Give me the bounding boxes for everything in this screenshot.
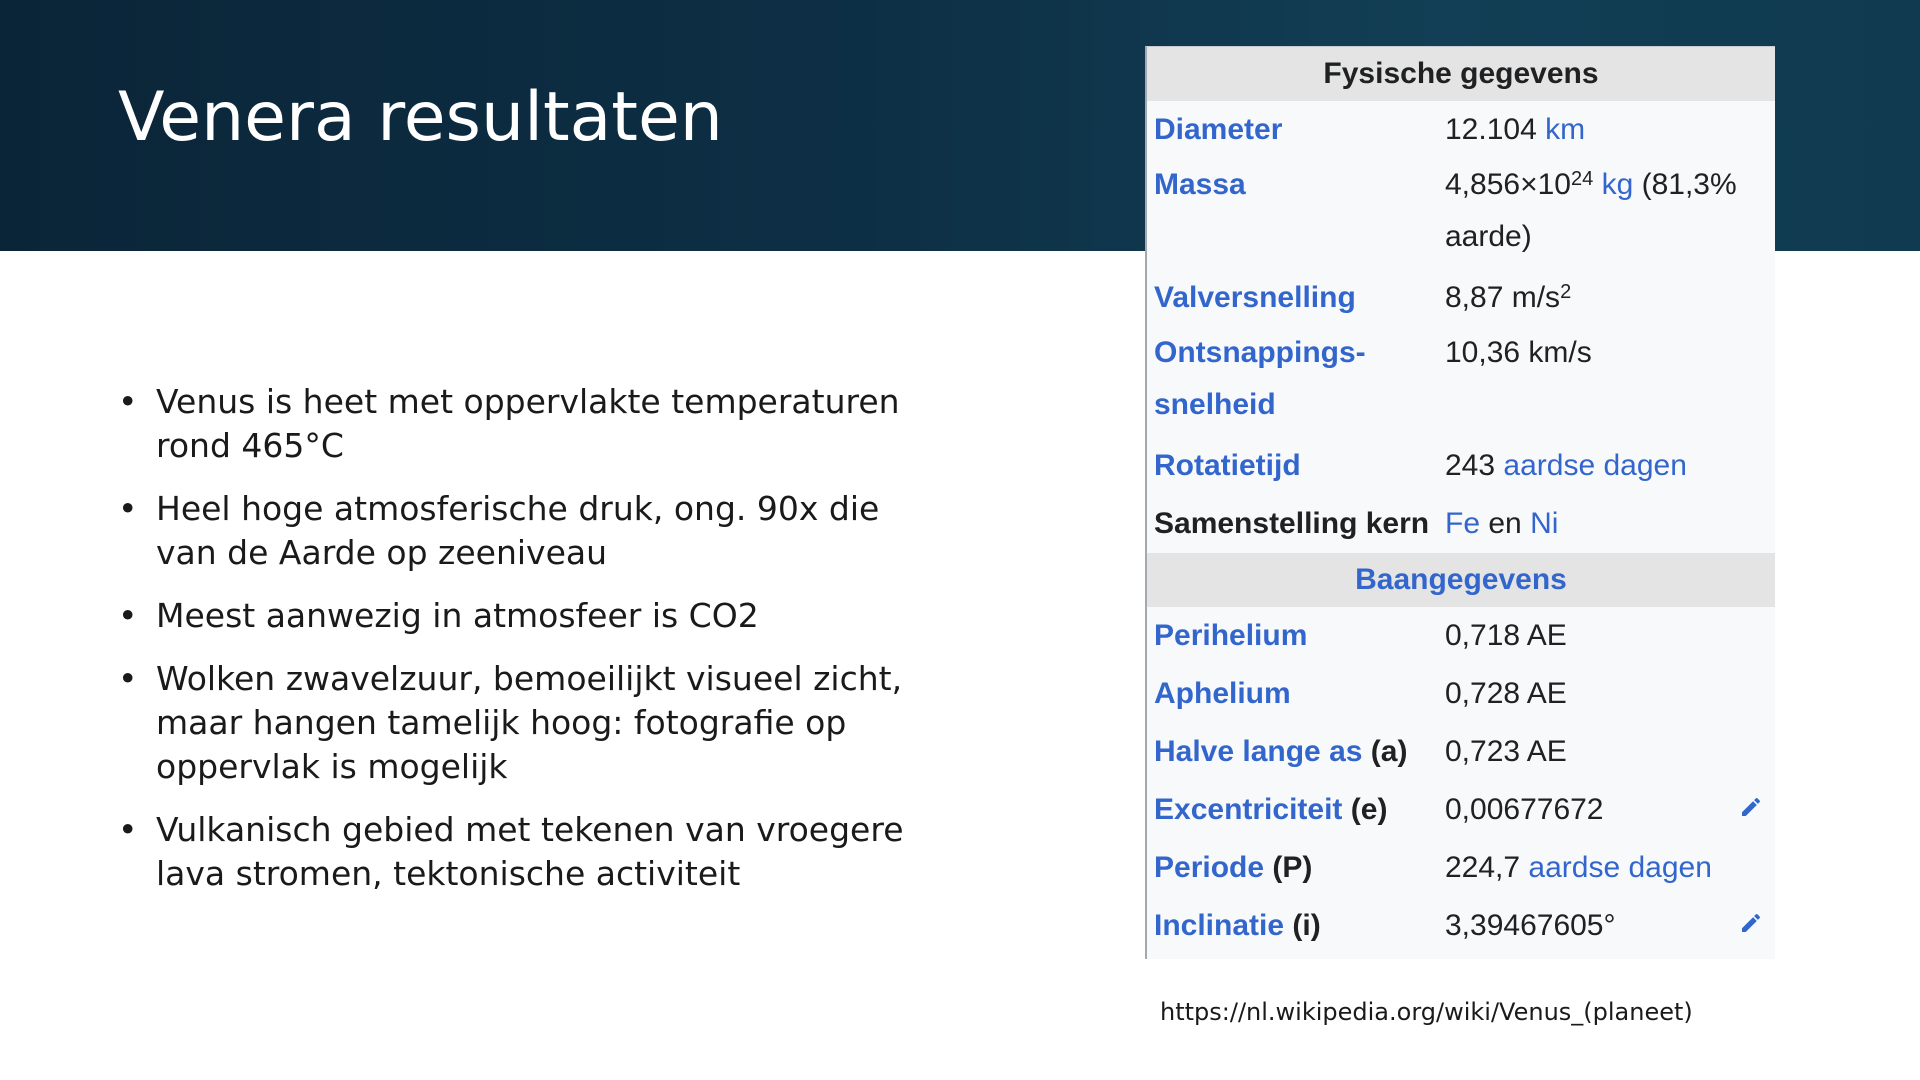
bullet-dot: • — [118, 596, 138, 635]
inclination-row: Inclinatie (i) 3,39467605° — [1147, 897, 1775, 955]
venus-infobox — [1145, 46, 1775, 959]
gravity-row: Valversnelling 8,87 $m/s^2$ — [1147, 269, 1775, 327]
physical-data-header: Fysische gegevens — [1147, 47, 1775, 101]
period-link[interactable]: Periode (P) — [1154, 851, 1313, 884]
kg-link[interactable]: kg — [1601, 168, 1634, 201]
escape-velocity-row: Ontsnappings- snelheid 10,36 km/s — [1147, 327, 1775, 437]
bullet-item: • Wolken zwavelzuur, bemoeilijkt visueel zicht, maar hangen tamelijk hoog: fotografie op oppervlak is mogelijk — [118, 659, 903, 786]
core-label: Samenstelling kern — [1154, 507, 1430, 540]
eccentricity-row: Excentriciteit (e) 0,00677672 — [1147, 781, 1775, 839]
eccentricity-link[interactable]: Excentriciteit (e) — [1154, 793, 1388, 826]
period-days-link[interactable]: aardse dagen — [1528, 851, 1712, 884]
bullet-dot: • — [118, 489, 138, 528]
pencil-icon[interactable] — [1739, 911, 1763, 935]
km-link[interactable]: km — [1545, 113, 1586, 146]
semimajor-link[interactable]: Halve lange as (a) — [1154, 735, 1408, 768]
mass-link[interactable]: Massa — [1154, 168, 1246, 201]
perihelion-row: Perihelium 0,718 AE — [1147, 607, 1775, 665]
mass-row: Massa $4,856\times 10^{24}$ kg (81,3% aarde) — [1147, 159, 1775, 269]
diameter-link[interactable]: Diameter — [1154, 113, 1283, 146]
fe-link[interactable]: Fe — [1445, 507, 1481, 540]
aphelion-link[interactable]: Aphelium — [1154, 677, 1291, 710]
escape-velocity-link[interactable]: Ontsnappings- snelheid — [1154, 336, 1366, 421]
bullet-dot: • — [118, 659, 138, 698]
orbital-data-header[interactable]: Baangegevens — [1147, 553, 1775, 607]
bullet-list — [118, 380, 918, 915]
diameter-row: Diameter 12.104 km — [1147, 101, 1775, 159]
aphelion-row: Aphelium 0,728 AE — [1147, 665, 1775, 723]
core-row: Samenstelling kern Fe en Ni — [1147, 495, 1775, 553]
semimajor-row: Halve lange as (a) 0,723 AE — [1147, 723, 1775, 781]
rotation-row: Rotatietijd 243 aardse dagen — [1147, 437, 1775, 495]
rotation-link[interactable]: Rotatietijd — [1154, 449, 1301, 482]
slide-title: Venera resultaten — [118, 78, 723, 157]
earth-days-link[interactable]: aardse dagen — [1503, 449, 1687, 482]
perihelion-link[interactable]: Perihelium — [1154, 619, 1308, 652]
pencil-icon[interactable] — [1739, 795, 1763, 819]
bullet-dot: • — [118, 810, 138, 849]
inclination-link[interactable]: Inclinatie (i) — [1154, 909, 1321, 942]
gravity-link[interactable]: Valversnelling — [1154, 281, 1356, 314]
bullet-item: • Vulkanisch gebied met tekenen van vroegere lava stromen, tektonische activiteit — [118, 810, 904, 893]
ni-link[interactable]: Ni — [1530, 507, 1559, 540]
bullet-item: • Meest aanwezig in atmosfeer is CO2 — [118, 594, 918, 638]
bullet-dot: • — [118, 382, 138, 421]
bullet-item: • Heel hoge atmosferische druk, ong. 90x die van de Aarde op zeeniveau — [118, 489, 880, 572]
bullet-item: • Venus is heet met oppervlakte temperaturen rond 465°C — [118, 382, 900, 465]
period-row: Periode (P) 224,7 aardse dagen — [1147, 839, 1775, 897]
source-url: https://nl.wikipedia.org/wiki/Venus_(planeet) — [1160, 998, 1693, 1026]
